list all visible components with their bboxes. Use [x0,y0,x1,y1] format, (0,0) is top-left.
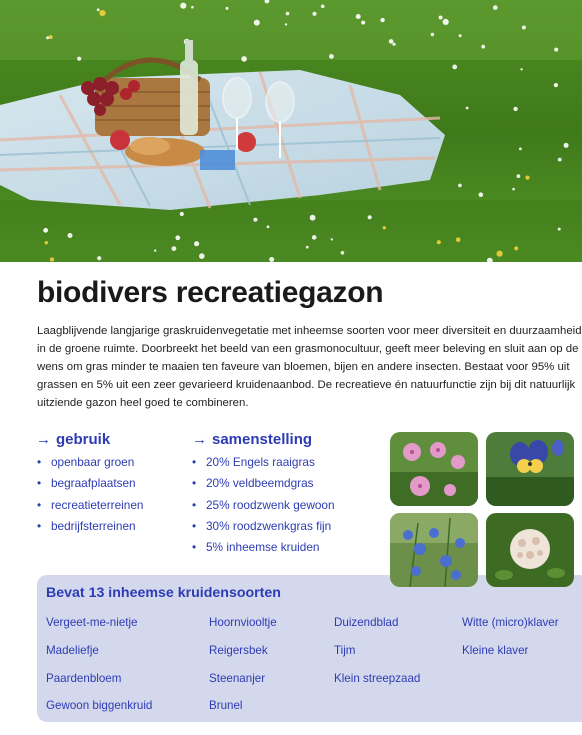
samenstelling-heading-label: samenstelling [212,431,313,448]
arrow-right-icon: → [36,431,51,448]
herb-item: Vergeet-me-nietje [46,616,138,629]
herb-item: Steenanjer [209,672,266,685]
gebruik-list [37,452,143,537]
herb-item: Brunel [209,699,243,712]
list-item: • bedrijfsterreinen [37,516,143,537]
samenstelling-heading [192,431,312,448]
herb-item: Reigersbek [209,644,268,657]
herb-item: Duizendblad [334,616,399,629]
list-item: • openbaar groen [37,452,143,473]
herb-item: Gewoon biggenkruid [46,699,153,712]
intro-paragraph: Laagblijvende langjarige graskruidenvegetatie met inheemse soorten voor meer diversiteit en duurzaamheid in de groene ruimte. Doorbreekt het beeld van een grasmonocultuur, geeft meer beleving en sluit aan op de wens om gras minder te maaien ten faveure van bloemen, bijen en andere insecten. Bestaat voor 95% uit grassen en 5% uit een zeer gevarieerd kruidenaanbod. De recreatieve én natuurfunctie zijn bij dit natuurlijk uitziende gazon heel goed te combineren. [37,325,582,409]
page-title: biodivers recreatiegazon [37,276,384,309]
list-item: • 30% roodzwenkgras fijn [192,516,335,537]
arrow-right-icon: → [192,431,207,448]
herb-item: Klein streepzaad [334,672,421,685]
herb-item: Tijm [334,644,356,657]
list-item: • begraafplaatsen [37,473,143,494]
header-photo [0,0,582,262]
list-item: • 20% Engels raaigras [192,452,335,473]
list-item: • 25% roodzwenk gewoon [192,495,335,516]
list-item: • recreatieterreinen [37,495,143,516]
blue-flax-photo [390,513,478,587]
violet-pansy-photo [486,432,574,506]
list-item: • 5% inheemse kruiden [192,537,335,558]
white-clover-photo [486,513,574,587]
herbs-panel-title: Bevat 13 inheemse kruidensoorten [46,585,281,601]
list-item: • 20% veldbeemdgras [192,473,335,494]
herb-item: Madeliefje [46,644,99,657]
gebruik-heading [36,431,110,448]
herb-item: Hoornviooltje [209,616,277,629]
gebruik-heading-label: gebruik [56,431,111,448]
herb-item: Witte (micro)klaver [462,616,559,629]
herb-item: Paardenbloem [46,672,122,685]
pink-geranium-photo [390,432,478,506]
herbs-panel [37,575,582,722]
samenstelling-list [192,452,335,558]
herb-item: Kleine klaver [462,644,529,657]
